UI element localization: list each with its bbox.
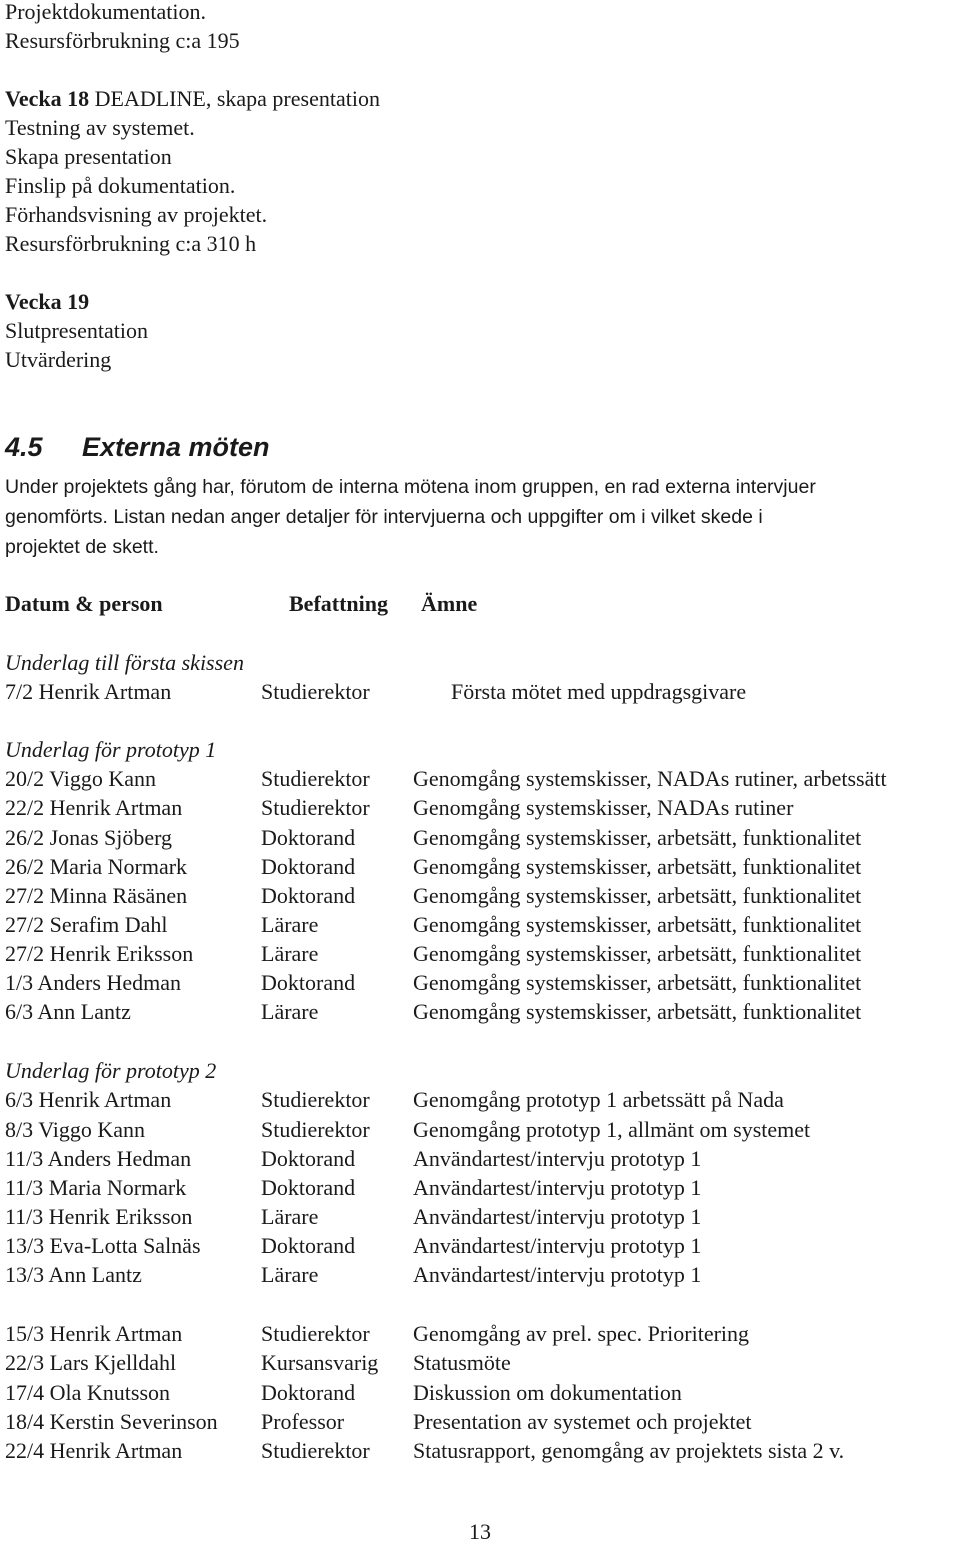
section-title: Externa möten xyxy=(82,432,270,462)
table-row xyxy=(0,939,960,968)
cell-role: Lärare xyxy=(261,999,319,1024)
cell-person: 8/3 Viggo Kann xyxy=(5,1117,146,1142)
column-header-role: Befattning xyxy=(289,591,388,616)
cell-person: 13/3 Ann Lantz xyxy=(5,1262,142,1287)
cell-role: Studierektor xyxy=(261,1087,370,1112)
cell-person: 7/2 Henrik Artman xyxy=(5,679,172,704)
cell-topic: Genomgång systemskisser, NADAs rutiner, arbetssätt xyxy=(413,766,887,791)
table-row xyxy=(0,997,960,1026)
cell-role: Doktorand xyxy=(261,883,356,908)
cell-person: 20/2 Viggo Kann xyxy=(5,766,157,791)
group-title: Underlag för prototyp 1 xyxy=(5,737,217,762)
cell-person: 11/3 Anders Hedman xyxy=(5,1146,192,1171)
cell-person: 11/3 Maria Normark xyxy=(5,1175,187,1200)
cell-person: 27/2 Minna Räsänen xyxy=(5,883,188,908)
table-row xyxy=(0,968,960,997)
page-number: 13 xyxy=(469,1519,491,1544)
cell-person: 11/3 Henrik Eriksson xyxy=(5,1204,193,1229)
plan-line: Testning av systemet. xyxy=(5,115,195,140)
table-row xyxy=(0,910,960,939)
plan-line: Projektdokumentation. xyxy=(5,0,207,24)
section-number: 4.5 xyxy=(5,432,43,462)
cell-person: 27/2 Serafim Dahl xyxy=(5,912,168,937)
cell-topic: Användartest/intervju prototyp 1 xyxy=(413,1233,702,1258)
cell-role: Lärare xyxy=(261,1262,319,1287)
week-18-label: Vecka 18 xyxy=(5,86,90,111)
cell-topic: Genomgång prototyp 1 arbetssätt på Nada xyxy=(413,1087,784,1112)
cell-person: 17/4 Ola Knutsson xyxy=(5,1380,170,1405)
plan-line: Utvärdering xyxy=(5,347,112,372)
table-row xyxy=(0,1231,960,1260)
table-row xyxy=(0,677,960,706)
cell-topic: Presentation av systemet och projektet xyxy=(413,1409,752,1434)
table-row xyxy=(0,1202,960,1231)
cell-person: 26/2 Maria Normark xyxy=(5,854,188,879)
cell-person: 22/4 Henrik Artman xyxy=(5,1438,183,1463)
column-header-person: Datum & person xyxy=(5,591,163,616)
cell-role: Lärare xyxy=(261,941,319,966)
cell-role: Lärare xyxy=(261,912,319,937)
cell-topic: Genomgång systemskisser, arbetsätt, funktionalitet xyxy=(413,854,862,879)
group-title: Underlag för prototyp 2 xyxy=(5,1058,217,1083)
plan-line: Skapa presentation xyxy=(5,144,172,169)
cell-topic: Genomgång systemskisser, NADAs rutiner xyxy=(413,795,794,820)
week-19-label: Vecka 19 xyxy=(5,289,90,314)
cell-role: Studierektor xyxy=(261,795,370,820)
section-heading xyxy=(5,430,270,464)
table-row xyxy=(0,764,960,793)
cell-topic: Genomgång systemskisser, arbetsätt, funktionalitet xyxy=(413,999,862,1024)
cell-role: Doktorand xyxy=(261,1233,356,1258)
cell-person: 22/2 Henrik Artman xyxy=(5,795,183,820)
intro-line: Under projektets gång har, förutom de interna mötena inom gruppen, en rad externa intervjuer xyxy=(5,476,816,498)
cell-role: Kursansvarig xyxy=(261,1350,379,1375)
cell-person: 6/3 Henrik Artman xyxy=(5,1087,172,1112)
cell-topic: Genomgång systemskisser, arbetsätt, funktionalitet xyxy=(413,912,862,937)
plan-line: Resursförbrukning c:a 310 h xyxy=(5,231,257,256)
table-row xyxy=(0,1173,960,1202)
cell-person: 13/3 Eva-Lotta Salnäs xyxy=(5,1233,201,1258)
cell-topic: Användartest/intervju prototyp 1 xyxy=(413,1146,702,1171)
cell-role: Studierektor xyxy=(261,766,370,791)
cell-role: Doktorand xyxy=(261,1380,356,1405)
cell-topic: Diskussion om dokumentation xyxy=(413,1380,682,1405)
plan-line: Finslip på dokumentation. xyxy=(5,173,236,198)
cell-role: Studierektor xyxy=(261,1438,370,1463)
cell-topic: Användartest/intervju prototyp 1 xyxy=(413,1262,702,1287)
table-row xyxy=(0,1319,960,1348)
cell-person: 6/3 Ann Lantz xyxy=(5,999,131,1024)
cell-person: 18/4 Kerstin Severinson xyxy=(5,1409,218,1434)
intro-line: genomförts. Listan nedan anger detaljer för intervjuerna och uppgifter om i vilket skede i xyxy=(5,506,763,528)
cell-topic: Användartest/intervju prototyp 1 xyxy=(413,1204,702,1229)
week-18-rest: DEADLINE, skapa presentation xyxy=(89,86,380,111)
plan-line: Resursförbrukning c:a 195 xyxy=(5,28,240,53)
cell-topic: Genomgång prototyp 1, allmänt om systemet xyxy=(413,1117,811,1142)
cell-role: Studierektor xyxy=(261,679,370,704)
cell-topic: Användartest/intervju prototyp 1 xyxy=(413,1175,702,1200)
week-18-line xyxy=(5,84,380,113)
table-row xyxy=(0,1115,960,1144)
intro-line: projektet de skett. xyxy=(5,536,159,558)
cell-role: Professor xyxy=(261,1409,345,1434)
cell-role: Doktorand xyxy=(261,825,356,850)
table-row xyxy=(0,1378,960,1407)
cell-topic: Genomgång systemskisser, arbetsätt, funktionalitet xyxy=(413,883,862,908)
section-intro xyxy=(5,472,955,562)
cell-topic: Genomgång systemskisser, arbetsätt, funktionalitet xyxy=(413,970,862,995)
group-title: Underlag till första skissen xyxy=(5,650,244,675)
column-header-topic: Ämne xyxy=(421,591,478,616)
cell-topic: Genomgång systemskisser, arbetsätt, funktionalitet xyxy=(413,825,862,850)
table-row xyxy=(0,1436,960,1465)
cell-role: Doktorand xyxy=(261,1175,356,1200)
cell-role: Doktorand xyxy=(261,854,356,879)
cell-person: 22/3 Lars Kjelldahl xyxy=(5,1350,177,1375)
cell-role: Studierektor xyxy=(261,1321,370,1346)
cell-role: Doktorand xyxy=(261,970,356,995)
cell-person: 26/2 Jonas Sjöberg xyxy=(5,825,173,850)
table-row xyxy=(0,793,960,822)
cell-role: Lärare xyxy=(261,1204,319,1229)
cell-topic: Statusmöte xyxy=(413,1350,511,1375)
table-row xyxy=(0,852,960,881)
cell-topic: Genomgång systemskisser, arbetsätt, funktionalitet xyxy=(413,941,862,966)
cell-person: 27/2 Henrik Eriksson xyxy=(5,941,194,966)
table-row xyxy=(0,1144,960,1173)
cell-person: 1/3 Anders Hedman xyxy=(5,970,181,995)
table-row xyxy=(0,881,960,910)
table-row xyxy=(0,1260,960,1289)
plan-line: Slutpresentation xyxy=(5,318,148,343)
cell-role: Doktorand xyxy=(261,1146,356,1171)
table-row xyxy=(0,1348,960,1377)
cell-topic: Genomgång av prel. spec. Prioritering xyxy=(413,1321,750,1346)
cell-topic: Statusrapport, genomgång av projektets sista 2 v. xyxy=(413,1438,845,1463)
table-row xyxy=(0,823,960,852)
cell-topic: Första mötet med uppdragsgivare xyxy=(451,679,747,704)
cell-person: 15/3 Henrik Artman xyxy=(5,1321,183,1346)
table-row xyxy=(0,1407,960,1436)
plan-line: Förhandsvisning av projektet. xyxy=(5,202,268,227)
cell-role: Studierektor xyxy=(261,1117,370,1142)
table-row xyxy=(0,1085,960,1114)
